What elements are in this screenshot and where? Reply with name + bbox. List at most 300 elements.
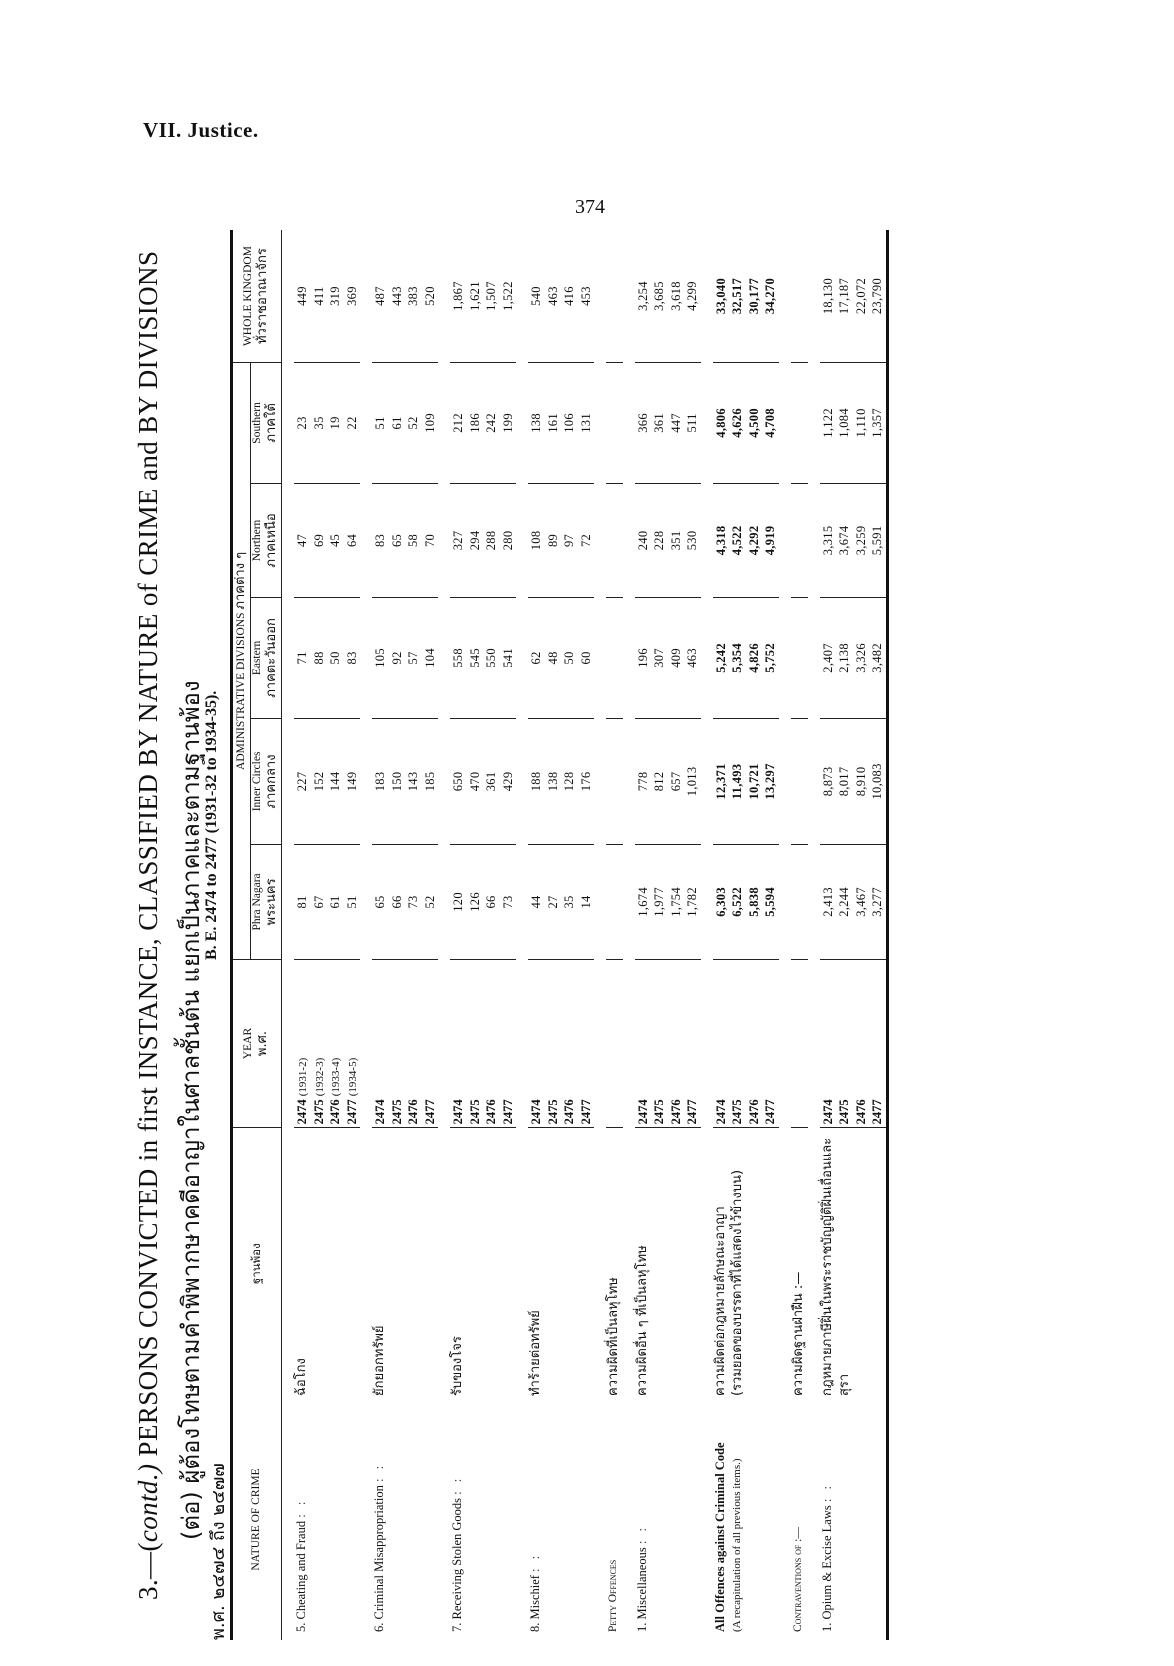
row-spacer: [623, 230, 635, 1640]
cell-value: 4,806: [713, 408, 728, 438]
empty-cell: [791, 363, 808, 484]
heading-label-thai: ความผิดที่เป็นลหุโทษ: [606, 1277, 622, 1396]
year-value: 2475: [545, 1099, 560, 1125]
year-cell: [635, 959, 701, 1128]
empty-cell: [606, 483, 623, 597]
cell-value: 227: [295, 771, 309, 792]
cell-value: 22,072: [853, 277, 868, 315]
heading-label: Petty Offences: [607, 1559, 620, 1632]
cell-value: 4,626: [730, 408, 745, 438]
table-number: 3.—(: [133, 1542, 163, 1600]
cell-value: 108: [529, 530, 544, 551]
cell-value: 120: [451, 892, 466, 912]
value-northern: [450, 483, 516, 597]
empty-cell: [791, 598, 808, 719]
cell-value: 1,674: [635, 887, 650, 917]
year-value: 2477: [870, 1099, 885, 1125]
cell-value: 449: [295, 286, 309, 306]
cell-value: 294: [467, 530, 482, 551]
year-value: 2474: [820, 1099, 835, 1125]
value-phra-nagara: [820, 845, 888, 959]
table-row: [294, 230, 360, 1640]
leader-dots: : :: [450, 1475, 465, 1495]
crime-sublabel: (A recapitulation of all previous items.): [730, 1458, 743, 1632]
cell-value: 351: [668, 530, 683, 551]
year-cell: [450, 959, 516, 1128]
cell-value: 3,277: [870, 887, 885, 917]
item-number: 6.: [372, 1622, 387, 1632]
cell-value: 307: [652, 648, 667, 668]
year-value: 2475: [467, 1099, 482, 1125]
cell-value: 1,084: [837, 408, 852, 438]
thai-label: ความผิดอื่น ๆ ที่เป็นลหุโทษ: [634, 1245, 650, 1396]
cell-value: 5,354: [730, 643, 745, 673]
cell-value: 369: [344, 286, 359, 306]
empty-cell: [606, 230, 623, 363]
cell-value: 520: [422, 286, 437, 306]
value-northern: [713, 483, 779, 597]
thai-label: ทำร้ายต่อทรัพย์: [528, 1310, 544, 1396]
value-eastern: [450, 598, 516, 719]
cell-value: 17,187: [837, 277, 852, 315]
empty-cell: [791, 718, 808, 845]
value-whole-kingdom: [372, 230, 438, 363]
value-inner-circles: [294, 718, 360, 845]
leader-dots: : :: [294, 1498, 308, 1518]
cell-value: 778: [635, 771, 650, 792]
cell-value: 4,318: [713, 525, 728, 556]
year-cell: [294, 959, 360, 1128]
cell-value: 72: [578, 533, 593, 547]
row-spacer: [360, 230, 372, 1640]
crime-name-thai: [528, 1128, 594, 1399]
cell-value: 2,244: [837, 887, 852, 917]
value-eastern: [294, 598, 360, 719]
contd-label: contd.): [133, 1463, 163, 1543]
year-value: 2476: [484, 1099, 499, 1125]
year-value: 2477: [422, 1099, 437, 1125]
cell-value: 550: [484, 648, 499, 668]
table-row: [450, 230, 516, 1640]
cell-value: 443: [389, 286, 404, 306]
cell-value: 4,826: [746, 643, 761, 673]
heading-label-thai: ความผิดฐานฝ่าฝืน :—: [790, 1271, 806, 1396]
cell-value: 8,017: [837, 766, 852, 797]
cell-value: 199: [500, 413, 515, 433]
cell-value: 50: [328, 651, 342, 665]
value-phra-nagara: [294, 845, 360, 959]
value-southern: [294, 363, 360, 484]
cell-value: 4,500: [746, 408, 761, 438]
year-value: 2477: [500, 1099, 515, 1125]
value-whole-kingdom: [713, 230, 779, 363]
cell-value: 288: [484, 530, 499, 551]
col-phra-nagara: Phra Nagara พระนคร: [250, 845, 281, 959]
thai-period: พ.ศ. ๒๔๗๔ ถึง ๒๔๗๗: [208, 1463, 229, 1640]
cell-value: 5,594: [763, 887, 778, 917]
crime-name: [450, 1399, 516, 1640]
year-bracket: (1934-5): [346, 1057, 359, 1097]
thai-label: ฉ้อโกง: [294, 1358, 309, 1396]
thai-label: กฎหมายภาษีฝิ่นในพระราชบัญญัติฝิ่นเถื่อนและสุรา: [819, 1137, 852, 1396]
cell-value: 487: [373, 286, 388, 306]
cell-value: 411: [311, 286, 326, 306]
cell-value: 1,977: [652, 887, 667, 917]
year-value: 2477: [763, 1099, 778, 1125]
cell-value: 152: [311, 771, 326, 792]
cell-value: 47: [295, 533, 309, 547]
year-value: 2477: [578, 1099, 593, 1125]
cell-value: 280: [500, 530, 515, 551]
period-label: B. E. 2474 to 2477 (1931-32 to 1934-35).: [203, 690, 220, 960]
value-southern: [635, 363, 701, 484]
year-bracket: (1932-3): [313, 1057, 326, 1097]
cell-value: 5,838: [746, 887, 761, 917]
cell-value: 429: [500, 771, 515, 792]
cell-value: 4,299: [685, 281, 700, 311]
cell-value: 97: [562, 533, 577, 547]
cell-value: 70: [422, 533, 437, 547]
item-number: 5.: [294, 1622, 308, 1632]
cell-value: 34,270: [763, 277, 778, 315]
spacer-cell: [360, 230, 372, 1640]
col-southern: Southern ภาคใต้: [250, 363, 281, 484]
cell-value: 1,122: [820, 408, 835, 438]
cell-value: 383: [406, 286, 421, 306]
cell-value: 558: [451, 648, 466, 668]
cell-value: 4,522: [730, 525, 745, 556]
cell-value: 366: [635, 413, 650, 433]
year-value: 2475: [311, 1099, 326, 1125]
crime-label: Cheating and Fraud: [294, 1520, 308, 1620]
empty-cell: [606, 363, 623, 484]
cell-value: 530: [685, 530, 700, 551]
spacer-cell: [516, 230, 528, 1640]
rotated-table-area: [125, 230, 1165, 1640]
value-eastern: [528, 598, 594, 719]
cell-value: 1,621: [467, 281, 482, 311]
cell-value: 73: [406, 895, 421, 909]
value-southern: [450, 363, 516, 484]
cell-value: 196: [635, 648, 650, 668]
cell-value: 545: [467, 648, 482, 668]
year-cell: [372, 959, 438, 1128]
col-eastern: Eastern ภาคตะวันออก: [250, 598, 281, 719]
year-value: 2476: [562, 1099, 577, 1125]
cell-value: 19: [328, 416, 342, 430]
cell-value: 106: [562, 413, 577, 433]
cell-value: 50: [562, 651, 577, 665]
thai-title-text: ผู้ต้องโทษตามคำพิพากษาคดีอาญาในศาลชั้นต้น แยกเป็นภาคและตามฐานพ้อง: [177, 680, 205, 1484]
table-title: [133, 251, 164, 1600]
cell-value: 13,297: [763, 763, 778, 800]
thai-label: ความผิดต่อกฎหมายลักษณะอาญา: [712, 1206, 728, 1396]
value-whole-kingdom: [294, 230, 360, 363]
cell-value: 327: [451, 530, 466, 551]
crime-name: [820, 1399, 888, 1640]
cell-value: 416: [562, 286, 577, 306]
item-number: 1.: [819, 1622, 834, 1632]
cell-value: 138: [529, 413, 544, 433]
spacer-cell: [808, 230, 820, 1640]
cell-value: 51: [373, 416, 388, 430]
page-number: 374: [575, 196, 605, 218]
crime-name: [635, 1399, 701, 1640]
cell-value: 176: [578, 771, 593, 792]
value-inner-circles: [372, 718, 438, 845]
value-phra-nagara: [372, 845, 438, 959]
cell-value: 144: [328, 771, 342, 792]
spacer-cell: [594, 230, 606, 1640]
col-inner-circles: Inner Circles ภาคกลาง: [250, 718, 281, 845]
year-bracket: (1931-2): [297, 1057, 309, 1097]
cell-value: 105: [373, 648, 388, 668]
cell-value: 409: [668, 648, 683, 668]
year-cell: [528, 959, 594, 1128]
value-southern: [713, 363, 779, 484]
crime-name-thai: [713, 1128, 779, 1399]
cell-value: 3,685: [652, 281, 667, 311]
value-southern: [372, 363, 438, 484]
cell-value: 10,083: [870, 763, 885, 800]
value-northern: [820, 483, 888, 597]
thai-sublabel: (รวมยอดของบรรดาที่ได้แสดงไว้ข้างบน): [729, 1169, 745, 1396]
cell-value: 92: [389, 651, 404, 665]
cell-value: 88: [311, 651, 326, 665]
crime-label: Criminal Misappropriation: [372, 1485, 387, 1620]
cell-value: 511: [685, 413, 700, 433]
crime-name-thai: [820, 1128, 888, 1399]
cell-value: 463: [545, 286, 560, 306]
item-number: 1.: [634, 1622, 649, 1632]
cell-value: 812: [652, 771, 667, 792]
year-value: 2477: [685, 1099, 700, 1125]
cell-value: 8,910: [853, 766, 868, 797]
table-row: [372, 230, 438, 1640]
col-nature-thai: ฐานพ้อง: [232, 1128, 282, 1399]
thai-contd: (ต่อ): [177, 1491, 205, 1540]
cell-value: 228: [652, 530, 667, 551]
value-whole-kingdom: [635, 230, 701, 363]
cell-value: 48: [545, 651, 560, 665]
empty-cell: [606, 718, 623, 845]
cell-value: 541: [500, 648, 515, 668]
cell-value: 64: [344, 533, 359, 547]
empty-cell: [791, 483, 808, 597]
year-value: 2474: [373, 1099, 388, 1125]
cell-value: 35: [562, 895, 577, 909]
cell-value: 185: [422, 771, 437, 792]
cell-value: 1,357: [870, 408, 885, 438]
cell-value: 5,752: [763, 643, 778, 673]
year-value: 2474: [529, 1099, 544, 1125]
value-whole-kingdom: [450, 230, 516, 363]
cell-value: 447: [668, 413, 683, 433]
leader-dots: : :: [528, 1552, 543, 1572]
cell-value: 52: [406, 416, 421, 430]
cell-value: 51: [344, 895, 359, 909]
value-whole-kingdom: [528, 230, 594, 363]
cell-value: 83: [373, 533, 388, 547]
cell-value: 650: [451, 771, 466, 792]
cell-value: 463: [685, 648, 700, 668]
cell-value: 242: [484, 413, 499, 433]
cell-value: 6,303: [713, 887, 728, 917]
crime-label: Miscellaneous: [634, 1547, 649, 1620]
cell-value: 2,138: [837, 643, 852, 673]
cell-value: 188: [529, 771, 544, 792]
table-row: [635, 230, 701, 1640]
year-cell: [713, 959, 779, 1128]
cell-value: 23,790: [870, 277, 885, 315]
col-whole-kingdom: WHOLE KINGDOM ทั่วราชอาณาจักร: [232, 230, 282, 363]
value-southern: [528, 363, 594, 484]
value-inner-circles: [450, 718, 516, 845]
empty-cell: [791, 959, 808, 1128]
year-value: 2476: [853, 1099, 868, 1125]
spacer-cell: [438, 230, 450, 1640]
value-whole-kingdom: [820, 230, 888, 363]
cell-value: 212: [451, 413, 466, 433]
crime-name-thai: [635, 1128, 701, 1399]
value-eastern: [372, 598, 438, 719]
cell-value: 138: [545, 771, 560, 792]
value-phra-nagara: [450, 845, 516, 959]
spacer-cell: [623, 230, 635, 1640]
empty-cell: [606, 845, 623, 959]
row-spacer: [808, 230, 820, 1640]
row-spacer: [282, 230, 295, 1640]
value-phra-nagara: [635, 845, 701, 959]
year-value: 2475: [389, 1099, 404, 1125]
crime-label: All Offences against Criminal Code: [712, 1442, 727, 1632]
col-northern: Northern ภาคเหนือ: [250, 483, 281, 597]
cell-value: 71: [295, 651, 309, 665]
table-row: [820, 230, 888, 1640]
crime-name: [528, 1399, 594, 1640]
cell-value: 5,242: [713, 643, 728, 673]
cell-value: 5,591: [870, 525, 885, 556]
cell-value: 143: [406, 771, 421, 792]
cell-value: 65: [373, 895, 388, 909]
year-value: 2475: [730, 1099, 745, 1125]
cell-value: 361: [652, 413, 667, 433]
cell-value: 61: [389, 416, 404, 430]
cell-value: 18,130: [820, 277, 835, 315]
spacer-cell: [282, 230, 295, 1640]
value-eastern: [635, 598, 701, 719]
cell-value: 69: [311, 533, 326, 547]
cell-value: 60: [578, 651, 593, 665]
cell-value: 81: [295, 895, 309, 909]
cell-value: 3,326: [853, 643, 868, 673]
cell-value: 128: [562, 771, 577, 792]
value-eastern: [820, 598, 888, 719]
cell-value: 44: [529, 895, 544, 909]
row-spacer: [779, 230, 791, 1640]
year-value: 2477: [344, 1099, 359, 1125]
cell-value: 470: [467, 771, 482, 792]
cell-value: 109: [422, 413, 437, 433]
crime-name-thai: [450, 1128, 516, 1399]
cell-value: 150: [389, 771, 404, 792]
cell-value: 161: [545, 413, 560, 433]
cell-value: 540: [529, 286, 544, 306]
year-value: 2476: [746, 1099, 761, 1125]
cell-value: 3,674: [837, 525, 852, 556]
cell-value: 1,013: [685, 766, 700, 797]
value-eastern: [713, 598, 779, 719]
cell-value: 319: [328, 286, 342, 306]
cell-value: 45: [328, 533, 342, 547]
cell-value: 1,522: [500, 281, 515, 311]
cell-value: 11,493: [730, 763, 745, 800]
value-southern: [820, 363, 888, 484]
value-northern: [294, 483, 360, 597]
cell-value: 33,040: [713, 277, 728, 315]
year-value: 2475: [837, 1099, 852, 1125]
crime-name: [372, 1399, 438, 1640]
cell-value: 1,754: [668, 887, 683, 917]
cell-value: 67: [311, 895, 326, 909]
cell-value: 58: [406, 533, 421, 547]
year-value: 2474: [713, 1099, 728, 1125]
cell-value: 3,618: [668, 281, 683, 311]
row-spacer: [516, 230, 528, 1640]
cell-value: 240: [635, 530, 650, 551]
cell-value: 89: [545, 533, 560, 547]
cell-value: 12,371: [713, 763, 728, 800]
leader-dots: : :: [372, 1462, 387, 1483]
item-number: 7.: [450, 1622, 465, 1632]
cell-value: 3,254: [635, 281, 650, 311]
empty-cell: [791, 230, 808, 363]
cell-value: 66: [484, 895, 499, 909]
cell-value: 4,919: [763, 525, 778, 556]
cell-value: 8,873: [820, 766, 835, 797]
cell-value: 73: [500, 895, 515, 909]
cell-value: 657: [668, 771, 683, 792]
year-bracket: (1933-4): [330, 1057, 343, 1097]
spacer-cell: [701, 230, 713, 1640]
cell-value: 32,517: [730, 277, 745, 315]
cell-value: 2,413: [820, 887, 835, 917]
spacer-cell: [779, 230, 791, 1640]
cell-value: 3,467: [853, 887, 868, 917]
cell-value: 131: [578, 413, 593, 433]
crime-label: Receiving Stolen Goods: [450, 1497, 465, 1620]
thai-label: รับของโจร: [450, 1336, 466, 1396]
col-admin-divisions: ADMINISTRATIVE DIVISIONS ภาคต่าง ๆ: [232, 363, 251, 960]
cell-value: 35: [311, 416, 326, 430]
year-value: 2474: [635, 1099, 650, 1125]
year-value: 2476: [406, 1099, 421, 1125]
cell-value: 27: [545, 895, 560, 909]
section-heading: VII. Justice.: [143, 118, 259, 142]
cell-value: 3,315: [820, 525, 835, 556]
crime-table: [230, 230, 889, 1640]
empty-cell: [791, 845, 808, 959]
cell-value: 66: [389, 895, 404, 909]
table-row: [528, 230, 594, 1640]
cell-value: 4,708: [763, 408, 778, 438]
cell-value: 6,522: [730, 887, 745, 917]
crime-name: [294, 1399, 360, 1640]
cell-value: 1,507: [484, 281, 499, 311]
crime-name-thai: [372, 1128, 438, 1399]
cell-value: 183: [373, 771, 388, 792]
value-inner-circles: [820, 718, 888, 845]
